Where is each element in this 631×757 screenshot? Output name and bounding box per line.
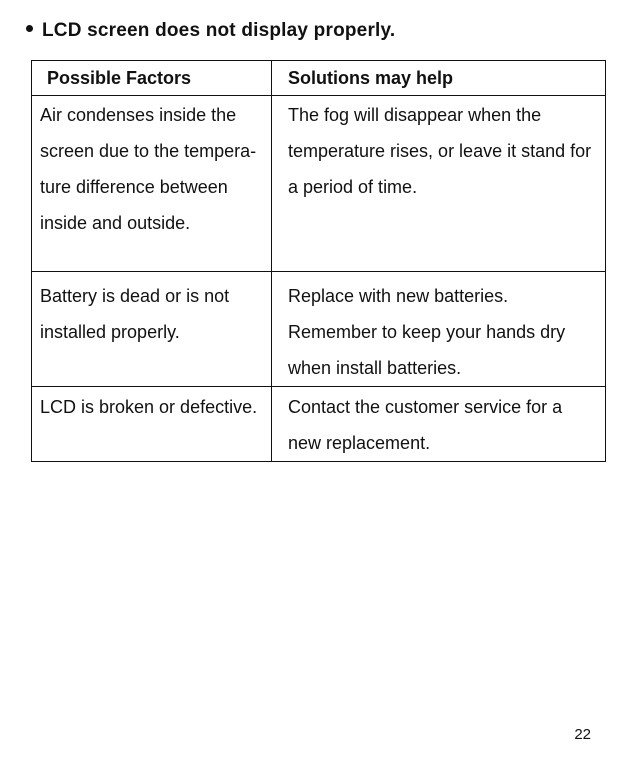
cell-line: screen due to the tempera- (40, 141, 257, 161)
column-header-solutions: Solutions may help (272, 61, 606, 96)
cell-line: installed properly. (40, 322, 180, 342)
cell-line: temperature rises, or leave it stand for (288, 141, 592, 161)
cell-line: The fog will disappear when the (288, 105, 542, 125)
column-header-factors: Possible Factors (32, 61, 272, 96)
section-heading-text: LCD screen does not display properly. (42, 20, 396, 41)
cell-line: ture difference between (40, 177, 228, 197)
solution-cell (272, 96, 606, 272)
table-row (32, 272, 606, 387)
factor-cell (32, 387, 272, 462)
page-number: 22 (574, 726, 591, 743)
cell-line: a period of time. (288, 177, 418, 197)
table-row (32, 96, 606, 272)
cell-line: inside and outside. (40, 213, 191, 233)
solution-cell (272, 387, 606, 462)
section-heading (26, 20, 395, 42)
table-row (32, 387, 606, 462)
cell-line: when install batteries. (288, 358, 462, 378)
table-header-row (32, 61, 606, 96)
cell-line: Replace with new batteries. (288, 286, 509, 306)
factor-cell (32, 96, 272, 272)
bullet-icon (26, 25, 33, 32)
cell-line: Remember to keep your hands dry (288, 322, 566, 342)
cell-line: Contact the customer service for a (288, 397, 563, 417)
cell-line: new replacement. (288, 433, 431, 453)
cell-line: LCD is broken or defective. (40, 397, 258, 417)
solution-cell (272, 272, 606, 387)
factor-cell (32, 272, 272, 387)
cell-line: Air condenses inside the (40, 105, 237, 125)
troubleshooting-table (31, 60, 606, 462)
cell-line: Battery is dead or is not (40, 286, 230, 306)
